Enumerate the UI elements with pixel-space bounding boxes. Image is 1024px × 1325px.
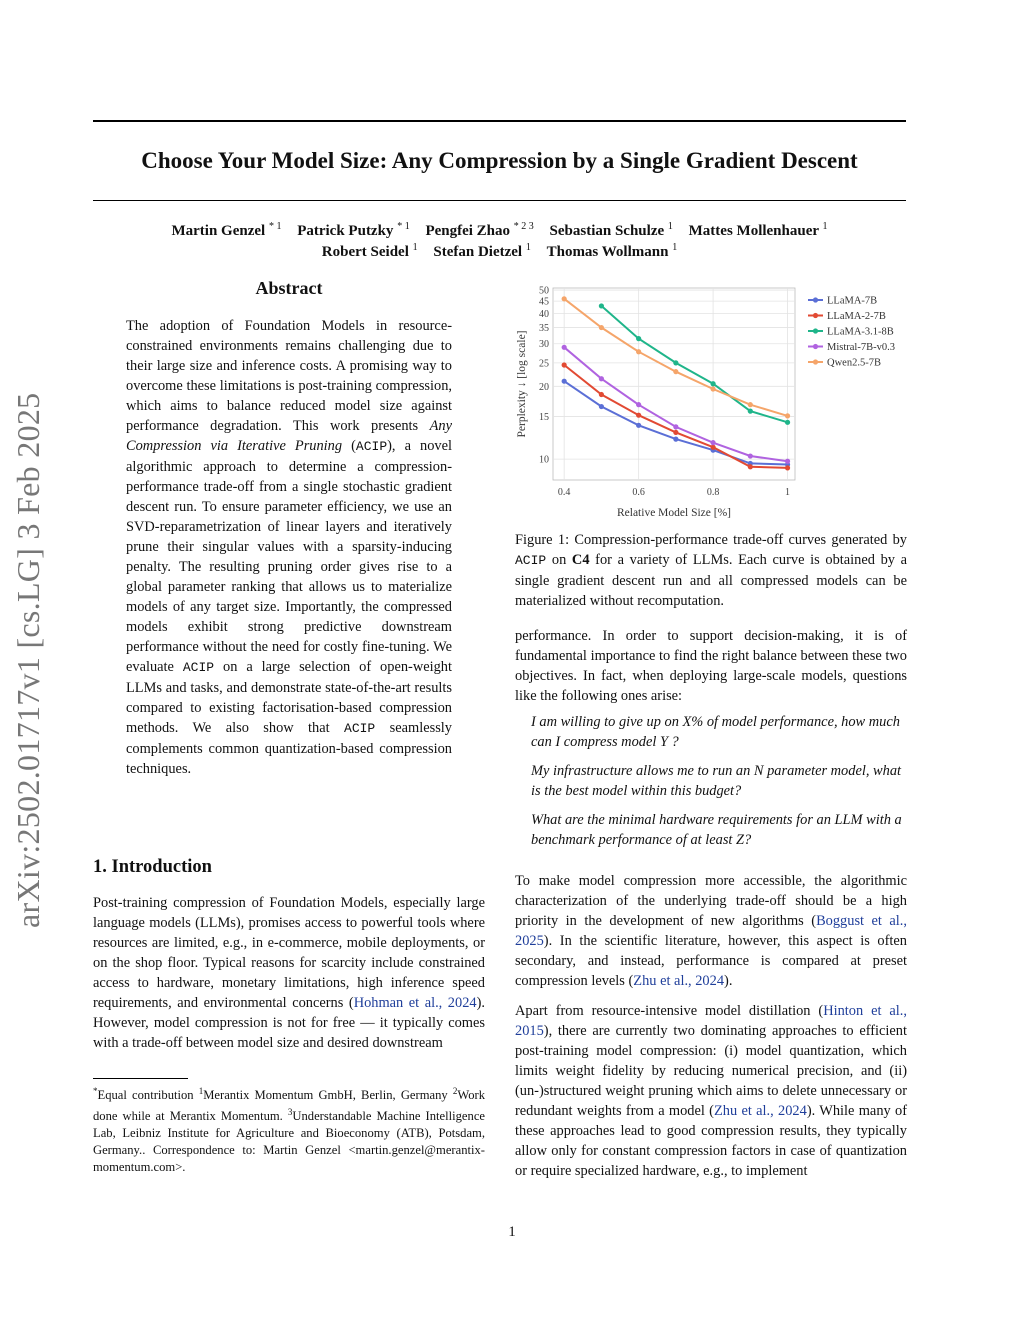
- data-point: [785, 459, 790, 464]
- author: Martin Genzel $^{* 1}$: [171, 221, 282, 239]
- citation-link[interactable]: Hohman et al., 2024: [353, 995, 477, 1011]
- right-paragraph-1: performance. In order to support decision-making, it is of fundamental importance to find the right balance between these two objectives. In fact, when deploying large-scale models, questions like the following ones arise:: [515, 628, 907, 704]
- data-point: [710, 440, 715, 445]
- figure-1-caption: Figure 1: Compression-performance trade-off curves generated by ACIP on C4 for a variety of LLMs. Each curve is obtained by a single gradient descent run and all compressed models can be materialized without recomputation.: [515, 532, 907, 609]
- citation-link[interactable]: Zhu et al., 2024: [633, 973, 725, 989]
- data-point: [710, 445, 715, 450]
- data-point: [599, 404, 604, 409]
- x-tick-label: 0.4: [557, 487, 571, 498]
- y-tick-label: 45: [539, 296, 549, 308]
- data-point: [636, 423, 641, 428]
- question-1: I am willing to give up on X% of model performance, how much can I compress model Y ?: [531, 714, 900, 750]
- legend-marker: [813, 344, 818, 349]
- citation-link[interactable]: Zhu et al., 2024: [713, 1103, 807, 1119]
- data-point: [562, 345, 567, 350]
- data-point: [562, 296, 567, 301]
- data-point: [636, 413, 641, 418]
- y-tick-label: 15: [539, 412, 549, 424]
- legend-marker: [813, 328, 818, 333]
- legend-label: LLaMA-2-7B: [827, 311, 886, 322]
- citation-link[interactable]: Boggust et al., 2025: [515, 913, 908, 949]
- question-3: What are the minimal hardware requirements for an LLM with a benchmark performance of at least Z?: [531, 812, 902, 848]
- data-point: [673, 437, 678, 442]
- data-point: [673, 424, 678, 429]
- figure-1-chart: [505, 280, 915, 525]
- author: Robert Seidel $^1$: [321, 242, 418, 260]
- author: Patrick Putzky $^{* 1}$: [297, 221, 410, 239]
- x-tick-label: 0.6: [632, 487, 645, 498]
- data-point: [748, 453, 753, 458]
- data-point: [599, 303, 604, 308]
- legend-label: Qwen2.5-7B: [827, 357, 881, 369]
- abstract-body: The adoption of Foundation Models in resource-constrained environments remains challenging due to their large size and inference costs. A promising way to overcome these limitations is post-training compression, which aims to balance reduced model size against performance degradation. This work presents Any Compression via Iterative Pruning (ACIP), a novel algorithmic approach to determine a compression-performance trade-off from a single stochastic gradient descent run. To ensure parameter efficiency, we use an SVD-reparametrization of linear layers and iteratively prune their singular values with a sparsity-inducing penalty. The resulting pruning order gives rise to a global parameter ranking that allows us to materialize models of any target size. Importantly, the compressed models exhibit strong predictive downstream performance without the need for costly fine-tuning. We evaluate ACIP on a large selection of open-weight LLMs and tasks, and demonstrate state-of-the-art results compared to existing factorisation-based compression methods. We also show that ACIP seamlessly complements common quantization-based compression techniques.: [126, 318, 452, 777]
- paper-title: Choose Your Model Size: Any Compression by a Single Gradient Descent: [141, 148, 858, 173]
- data-point: [710, 386, 715, 391]
- data-point: [673, 430, 678, 435]
- footnote: *Equal contribution $^1$Merantix Momentum GmbH, Berlin, Germany $^2$Work done while at Merantix Momentum. $^3$Understandable Machine Intelligence Lab, Leibniz Institute for Agriculture and Bioeconomy (ATB), Potsdam, Germany.. Correspondence to: Martin Genzel <martin.genzel@merantix-momentum.com>.: [93, 1086, 486, 1175]
- section-heading-introduction: 1. Introduction: [93, 857, 212, 877]
- title-rule-bottom: [93, 200, 906, 201]
- data-point: [636, 336, 641, 341]
- title-rule-top: [93, 120, 906, 122]
- y-tick-label: 35: [539, 323, 549, 335]
- data-point: [710, 381, 715, 386]
- footnote-rule: [93, 1078, 188, 1079]
- y-tick-label: 10: [539, 454, 549, 466]
- legend-marker: [813, 313, 818, 318]
- data-point: [599, 325, 604, 330]
- data-point: [562, 362, 567, 367]
- arxiv-identifier: arXiv:2502.01717v1 [cs.LG] 3 Feb 2025: [10, 392, 46, 928]
- legend-marker: [813, 359, 818, 364]
- author-row-2: [93, 242, 906, 261]
- data-point: [748, 464, 753, 469]
- data-point: [599, 376, 604, 381]
- page-number: 1: [508, 1224, 516, 1240]
- y-tick-label: 25: [539, 358, 549, 370]
- right-paragraph-2: To make model compression more accessible, the algorithmic characterization of the underlying trade-off should be a high priority in the development of new algorithms (Boggust et al., 2025). In the scientific literature, however, this aspect is often secondary, and instead, performance is compared at preset compression levels (Zhu et al., 2024).: [515, 873, 908, 989]
- data-point: [636, 349, 641, 354]
- data-point: [599, 392, 604, 397]
- data-point: [748, 402, 753, 407]
- abstract-heading: Abstract: [255, 278, 323, 298]
- legend-label: Mistral-7B-v0.3: [827, 342, 895, 353]
- data-point: [785, 465, 790, 470]
- author: Thomas Wollmann $^1$: [546, 242, 678, 260]
- y-axis-label: Perplexity ↓ [log scale]: [516, 330, 528, 438]
- data-point: [785, 420, 790, 425]
- y-tick-label: 50: [539, 285, 549, 297]
- y-tick-label: 20: [539, 381, 549, 393]
- question-2: My infrastructure allows me to run an N parameter model, what is the best model within this budget?: [531, 763, 902, 799]
- x-axis-label: Relative Model Size [%]: [616, 507, 732, 519]
- x-tick-label: 1: [785, 487, 791, 498]
- right-paragraph-3: Apart from resource-intensive model distillation (Hinton et al., 2015), there are currently two dominating approaches to efficient post-training model compression: (i) model quantization, which limits weight fidelity by reducing numerical precision, and (ii) (un-)structured weight pruning which aims to delete unnecessary or redundant weights from a model (Zhu et al., 2024). While many of these approaches lead to good compression results, they typically allow only for constant compression factors in case of quantization or require specialized hardware, e.g., to implement: [515, 1003, 907, 1179]
- data-point: [785, 413, 790, 418]
- data-point: [636, 402, 641, 407]
- data-point: [673, 360, 678, 365]
- author: Sebastian Schulze $^1$: [549, 221, 673, 239]
- author: Mattes Mollenhauer $^1$: [688, 221, 828, 239]
- legend-label: LLaMA-3.1-8B: [827, 326, 894, 338]
- author: Stefan Dietzel $^1$: [433, 242, 531, 260]
- author-row-1: [93, 221, 906, 240]
- legend-label: LLaMA-7B: [827, 295, 878, 307]
- y-tick-label: 40: [539, 309, 549, 321]
- x-tick-label: 0.8: [706, 487, 720, 498]
- y-tick-label: 30: [539, 339, 549, 351]
- data-point: [562, 379, 567, 384]
- legend-marker: [813, 297, 818, 302]
- citation-link[interactable]: Hinton et al., 2015: [515, 1003, 907, 1039]
- data-point: [748, 408, 753, 413]
- author: Pengfei Zhao $^{* 2 3}$: [425, 221, 534, 239]
- data-point: [673, 369, 678, 374]
- intro-paragraph: Post-training compression of Foundation Models, especially large language models (LLMs), promises access to powerful tools where resources are limited, e.g., in e-commerce, mobile deployments, or on the shop floor. Typical reasons for scarcity include constrained access to hardware, monetary limitations, high inference speed requirements, and environmental concerns (Hohman et al., 2024). However, model compression is not for free — it typically comes with a trade-off between model size and desired downstream: [93, 895, 485, 1051]
